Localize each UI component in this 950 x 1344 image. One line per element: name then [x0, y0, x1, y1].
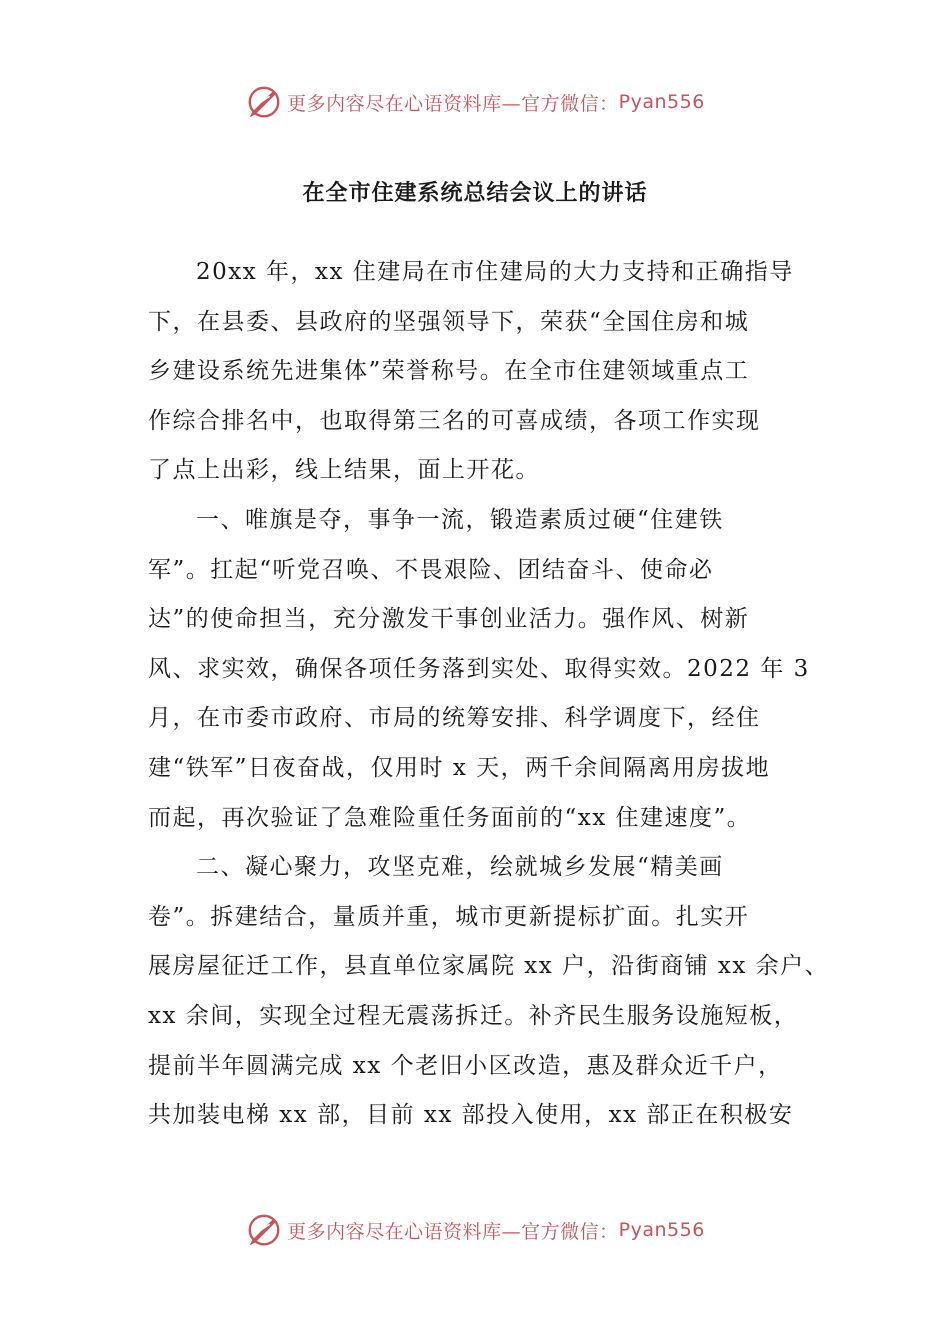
text-line: 乡建设系统先进集体”荣誉称号。在全市住建领域重点工	[148, 358, 750, 385]
pen-logo-icon	[245, 1211, 283, 1249]
text-line: 卷”。拆建结合，量质并重，城市更新提标扩面。扎实开	[148, 903, 750, 930]
text-line: 月，在市委市政府、市局的统筹安排、科学调度下，经住	[148, 705, 761, 732]
watermark-footer	[0, 1208, 950, 1252]
text-line: 下，在县委、县政府的坚强领导下，荣获“全国住房和城	[148, 308, 750, 335]
text-line: 二、凝心聚力，攻坚克难，绘就城乡发展“精美画	[196, 854, 724, 881]
text-line: 而起，再次验证了急难险重任务面前的“xx 住建速度”。	[148, 804, 752, 831]
text-line: 风、求实效，确保各项任务落到实处、取得实效。2022 年 3	[148, 655, 810, 682]
text-line: 作综合排名中，也取得第三名的可喜成绩，各项工作实现	[148, 407, 761, 434]
text-line: 提前半年圆满完成 xx 个老旧小区改造，惠及群众近千户，	[148, 1052, 783, 1079]
text-line: 建“铁军”日夜奋战，仅用时 x 天，两千余间隔离用房拔地	[148, 754, 771, 781]
watermark-wechat-id: Pyan556	[618, 91, 705, 113]
text-line: 20xx 年，xx 住建局在市住建局的大力支持和正确指导	[196, 259, 794, 285]
text-line: 军”。扛起“听党召唤、不畏艰险、团结奋斗、使命必	[148, 556, 714, 583]
pen-logo-icon	[245, 83, 283, 121]
watermark-text: 更多内容尽在心语资料库—官方微信：	[287, 1220, 619, 1243]
text-line: 共加装电梯 xx 部，目前 xx 部投入使用，xx 部正在积极安	[148, 1102, 794, 1129]
text-line: xx 余间，实现全过程无震荡拆迁。补齐民生服务设施短板，	[148, 1002, 799, 1029]
watermark-wechat-id: Pyan556	[618, 1219, 705, 1241]
text-line: 了点上出彩，线上结果，面上开花。	[148, 457, 540, 484]
text-line: 一、唯旗是夺，事争一流，锻造素质过硬“住建铁	[196, 506, 724, 533]
watermark-text: 更多内容尽在心语资料库—官方微信：	[287, 92, 619, 115]
text-line: 展房屋征迁工作，县直单位家属院 xx 户，沿街商铺 xx 余户、	[148, 953, 830, 980]
paragraph-intro	[148, 248, 816, 496]
document-body	[148, 248, 830, 1141]
paragraph-section-2	[148, 843, 830, 1141]
document-title: 在全市住建系统总结会议上的讲话	[302, 181, 648, 206]
watermark-header	[0, 80, 950, 124]
paragraph-section-1	[148, 496, 816, 843]
text-line: 达”的使命担当，充分激发干事创业活力。强作风、树新	[148, 606, 750, 633]
